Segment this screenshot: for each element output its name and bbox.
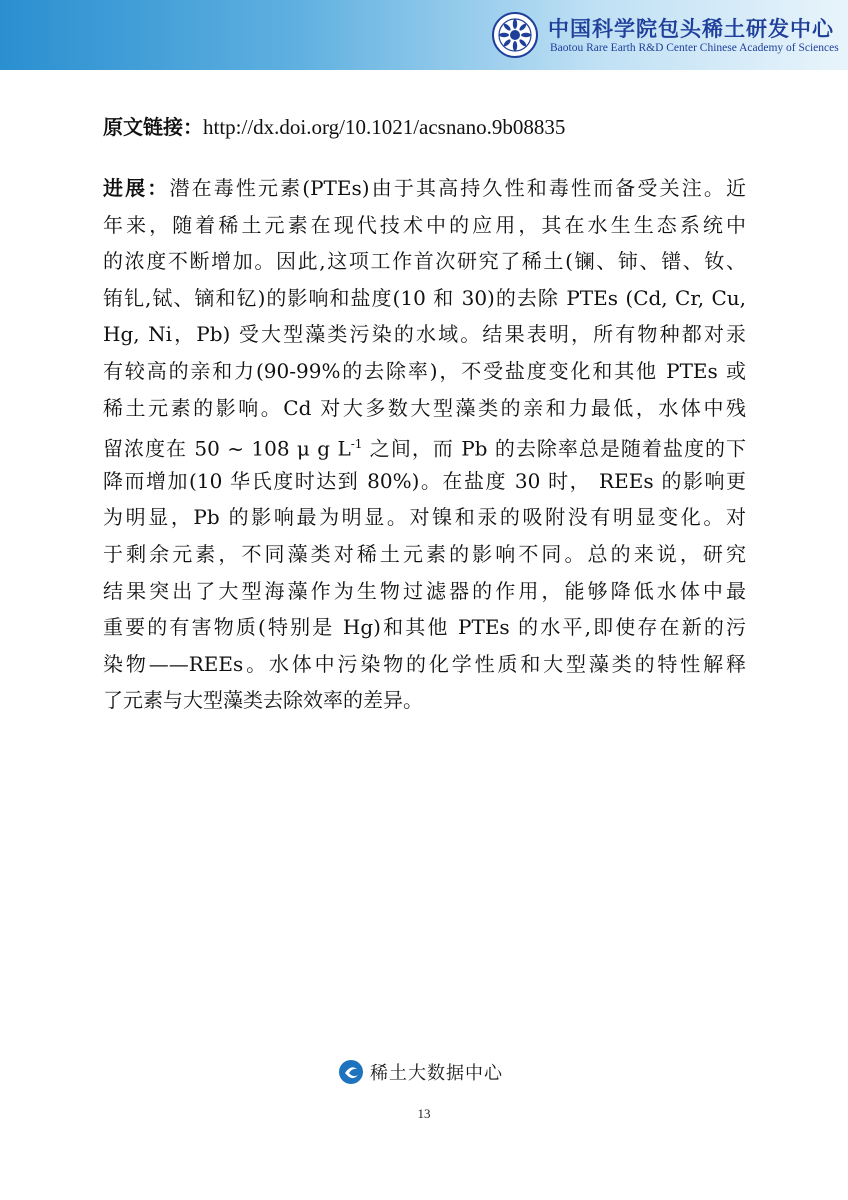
paragraph-line: 稀土元素的影响。Cd 对大多数大型藻类的亲和力最低，水体中残 — [103, 395, 746, 420]
paragraph-line-text: 留浓度在 50 ~ 108 μ g L — [103, 436, 351, 461]
paragraph-line — [103, 426, 746, 463]
paragraph-line: 于剩余元素，不同藻类对稀土元素的影响不同。总的来说，研究 — [103, 541, 746, 566]
paragraph-line: 的浓度不断增加。因此,这项工作首次研究了稀土(镧、铈、镨、钕、 — [103, 249, 746, 274]
paragraph-line: 有较高的亲和力(90-99%的去除率)，不受盐度变化和其他 PTEs 或 — [103, 358, 746, 383]
progress-label: 进展： — [103, 176, 170, 200]
source-link-label: 原文链接： — [103, 115, 203, 139]
paragraph-line-text: 之间，而 Pb 的去除率总是随着盐度的下 — [362, 436, 746, 461]
source-link-url[interactable]: http://dx.doi.org/10.1021/acsnano.9b08835 — [203, 115, 566, 139]
header-org-name-cn: 中国科学院包头稀土研发中心 — [548, 17, 834, 41]
footer-brand — [338, 1058, 503, 1086]
unit-superscript: -1 — [350, 437, 363, 452]
paragraph-line-text: 潜在毒性元素(PTEs)由于其高持久性和毒性而备受关注。近 — [169, 176, 746, 200]
footer-brand-text: 稀土大数据中心 — [370, 1063, 503, 1084]
paragraph-line: 降而增加(10 华氏度时达到 80%)。在盐度 30 时， REEs 的影响更 — [103, 468, 746, 493]
progress-paragraph — [103, 170, 746, 719]
paragraph-line: 为明显，Pb 的影响最为明显。对镍和汞的吸附没有明显变化。对 — [103, 505, 746, 530]
paragraph-line: 年来，随着稀土元素在现代技术中的应用，其在水生生态系统中 — [103, 212, 746, 237]
paragraph-line — [103, 170, 746, 207]
source-link-line — [103, 112, 753, 142]
paragraph-line: 了元素与大型藻类去除效率的差异。 — [103, 688, 423, 713]
header-org-name-en: Baotou Rare Earth R&D Center Chinese Academy of Sciences — [550, 42, 839, 54]
paragraph-line: 结果突出了大型海藻作为生物过滤器的作用，能够降低水体中最 — [103, 578, 746, 603]
paragraph-line: 铕钆,铽、镝和钇)的影响和盐度(10 和 30)的去除 PTEs (Cd, Cr, Cu, — [103, 285, 746, 310]
page-number: 13 — [417, 1106, 431, 1121]
paragraph-line: Hg, Ni，Pb) 受大型藻类污染的水域。结果表明，所有物种都对汞 — [103, 322, 746, 347]
paragraph-line: 重要的有害物质(特别是 Hg)和其他 PTEs 的水平,即使存在新的污 — [103, 615, 746, 640]
big-data-center-logo-icon — [338, 1059, 364, 1085]
cas-seal-logo — [492, 12, 538, 58]
paragraph-line: 染物——REEs。水体中污染物的化学性质和大型藻类的特性解释 — [103, 651, 746, 676]
